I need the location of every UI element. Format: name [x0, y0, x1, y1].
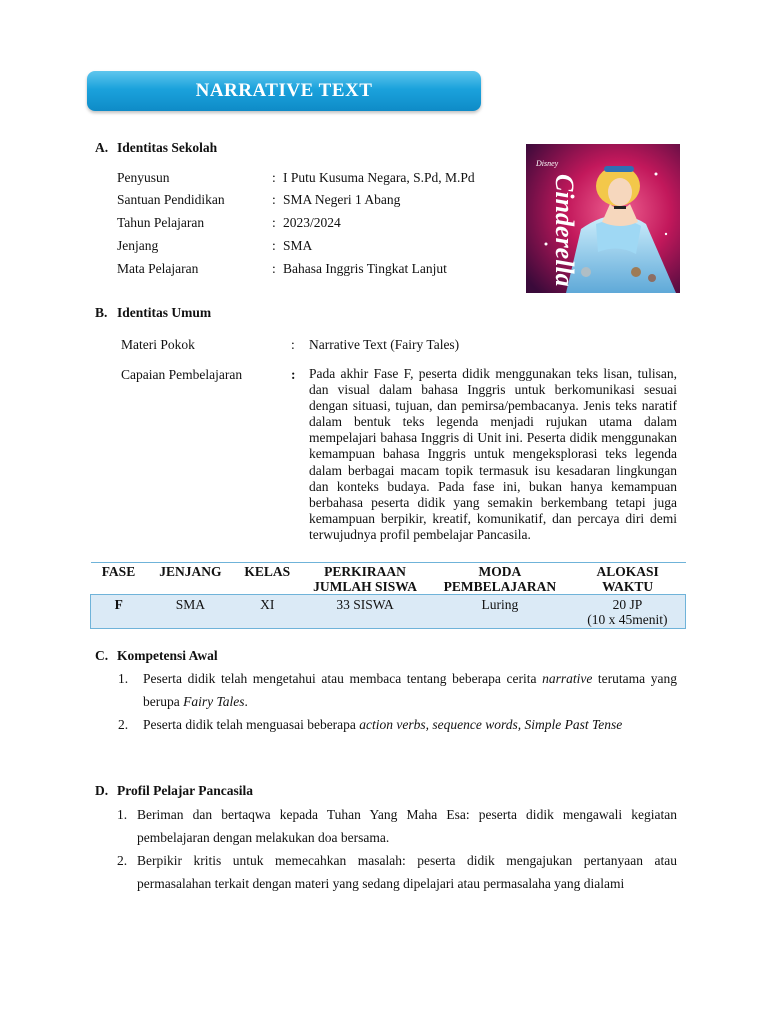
title-banner [87, 71, 481, 111]
cinderella-poster-image [526, 144, 680, 293]
row-colon: : [272, 215, 276, 230]
cell-kelas: XI [234, 595, 300, 629]
header-kelas: KELAS [234, 563, 300, 595]
row-colon: : [272, 192, 276, 207]
section-c-heading [95, 648, 218, 664]
section-d-title: Profil Pelajar Pancasila [117, 783, 253, 798]
cell-fase: F [91, 595, 147, 629]
section-d-letter: D. [95, 783, 109, 798]
row-colon: : [272, 238, 276, 253]
section-a-letter: A. [95, 140, 109, 155]
item-emphasis: narrative [542, 671, 593, 686]
item-text: Beriman dan bertaqwa kepada Tuhan Yang Maha Esa: peserta didik mengawali kegiatan pembelajaran dengan melakukan doa bersama. [137, 807, 677, 845]
capaian-colon: : [291, 367, 296, 382]
item-text: Berpikir kritis untuk memecahkan masalah: peserta didik mengajukan pertanyaan atau permasalahan terkait dengan materi yang sedang dipelajari atau permasalaha yang dialami [137, 853, 677, 891]
materi-colon: : [291, 337, 295, 352]
row-value: Bahasa Inggris Tingkat Lanjut [283, 261, 447, 276]
row-value: SMA [283, 238, 313, 253]
row-label: Mata Pelajaran [117, 261, 199, 276]
info-table [90, 562, 686, 629]
table-row [91, 595, 686, 629]
row-value: 2023/2024 [283, 215, 341, 230]
alokasi-jp: 20 JP [612, 597, 643, 612]
item-text: . [244, 694, 248, 709]
header-jenjang: JENJANG [146, 563, 234, 595]
list-item [118, 713, 677, 736]
cell-jenjang: SMA [146, 595, 234, 629]
svg-text:Cinderella: Cinderella [550, 174, 579, 287]
section-d-heading [95, 783, 253, 799]
section-b-letter: B. [95, 305, 108, 320]
capaian-label: Capaian Pembelajaran [121, 367, 243, 382]
alokasi-detail: (10 x 45menit) [587, 612, 668, 627]
row-label: Penyusun [117, 170, 170, 185]
row-label: Jenjang [117, 238, 159, 253]
section-a-title: Identitas Sekolah [117, 140, 218, 155]
section-b-heading [95, 305, 211, 321]
section-c-letter: C. [95, 648, 109, 663]
item-emphasis: action verbs, sequence words, Simple Past Tense [359, 717, 623, 732]
item-emphasis: Fairy Tales [183, 694, 245, 709]
header-jumlah-siswa: PERKIRAAN JUMLAH SISWA [300, 563, 430, 595]
cell-moda: Luring [430, 595, 570, 629]
header-moda: MODA PEMBELAJARAN [430, 563, 570, 595]
row-value: SMA Negeri 1 Abang [283, 192, 401, 207]
list-number: 2. [117, 853, 128, 868]
item-text: Peserta didik telah mengetahui atau membaca tentang beberapa cerita [143, 671, 543, 686]
item-text: terutama yang berupa [143, 671, 677, 709]
list-number: 1. [117, 807, 128, 822]
section-b-title: Identitas Umum [117, 305, 212, 320]
poster-illustration [526, 144, 680, 293]
row-label: Santuan Pendidikan [117, 192, 225, 207]
cell-jumlah-siswa: 33 SISWA [300, 595, 430, 629]
svg-text:Disney: Disney [536, 159, 559, 168]
section-c-title: Kompetensi Awal [117, 648, 218, 663]
cell-alokasi [570, 595, 686, 629]
materi-label: Materi Pokok [121, 337, 195, 352]
list-number: 2. [118, 717, 129, 732]
capaian-text: Pada akhir Fase F, peserta didik menggunakan teks lisan, tulisan, dan visual dalam bahasa Inggris untuk berkomunikasi sesuai dengan situasi, tujuan, dan pemirsa/pembacanya. Jenis teks naratif dalam bentuk teks legenda menjadi rujukan utama dalam mempelajari bahasa Inggris di Unit ini. Peserta didik menggunakan kemampuan bahasa Inggris untuk mengeksplorasi teks legenda dalam berbagai macam topik termasuk isu kesadaran lingkungan dan konteks budaya. Pada fase ini, bukan hanya kemampuan berbahasa peserta didik yang semakin berkembang tetapi juga kemampuan berpikir, kreatif, komunikatif, dan percaya diri demi terwujudnya profil pembelajar Pancasila. [309, 366, 677, 542]
row-colon: : [272, 170, 276, 185]
row-label: Tahun Pelajaran [117, 215, 205, 230]
row-colon: : [272, 261, 276, 276]
header-alokasi: ALOKASI WAKTU [570, 563, 686, 595]
list-item [117, 849, 677, 895]
materi-value: Narrative Text (Fairy Tales) [309, 337, 460, 352]
list-item [117, 803, 677, 849]
list-number: 1. [118, 671, 129, 686]
item-text: Peserta didik telah menguasai beberapa [143, 717, 360, 732]
table-header-row [91, 563, 686, 595]
row-value: I Putu Kusuma Negara, S.Pd, M.Pd [283, 170, 475, 185]
list-item [118, 667, 677, 713]
header-fase: FASE [91, 563, 147, 595]
section-a-heading [95, 140, 217, 156]
class-info-table [90, 562, 686, 629]
page-title: NARRATIVE TEXT [195, 80, 373, 101]
